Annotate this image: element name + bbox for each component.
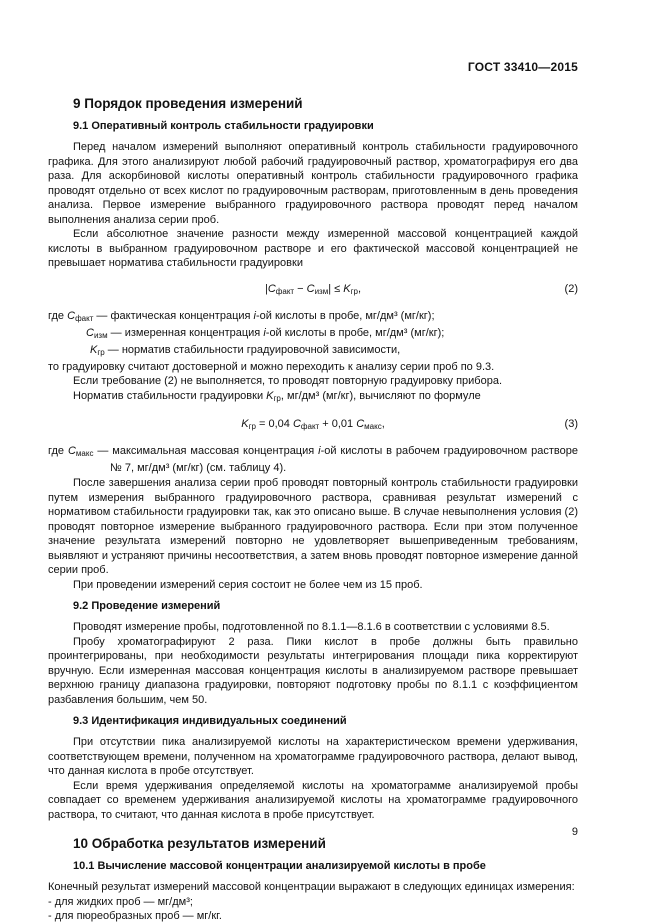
formula-3 (48, 416, 578, 435)
section-9-3-title: 9.3 Идентификация индивидуальных соединений (73, 715, 347, 727)
formula-3-number: (3) (564, 418, 578, 430)
paragraph-9-1-5: Норматив стабильности градуировки Kгр, мг/дм³ (мг/кг), вычисляют по формуле (73, 389, 481, 403)
paragraph-9-3-1: При отсутствии пика анализируемой кислоты на характеристическом времени удерживания, соответствующем времени, полученном на хроматограмме градуировочного раствора, делают вывод, что данная кислота в пробе отсутствует. (48, 736, 578, 777)
page-number: 9 (571, 826, 578, 838)
formula-2-expression: |Cфакт − Cизм| ≤ Kгр, (264, 282, 362, 296)
paragraph-9-1-4: Если требование (2) не выполняется, то проводят повторную градуировку прибора. (73, 375, 503, 387)
where-list-formula-2 (48, 309, 578, 360)
section-9-2-title: 9.2 Проведение измерений (73, 600, 221, 612)
definition-c-izm: Cизм — измеренная концентрация i-ой кислоты в пробе, мг/дм³ (мг/кг); (86, 326, 445, 340)
document-code-header: ГОСТ 33410—2015 (467, 60, 578, 74)
section-10-title: 10 Обработка результатов измерений (73, 836, 326, 851)
paragraph-10-1-1: Конечный результат измерений массовой концентрации выражают в следующих единицах измерения: (48, 881, 575, 893)
formula-2 (48, 281, 578, 300)
paragraph-9-1-3: то градуировку считают достоверной и можно переходить к анализу серии проб по 9.3. (48, 360, 495, 373)
definition-c-max: где Cмакс — максимальная массовая концентрация i-ой кислоты в рабочем градуировочном растворе № 7, мг/дм³ (мг/кг) (см. таблицу 4). (48, 445, 578, 474)
section-9-title: 9 Порядок проведения измерений (73, 96, 303, 111)
paragraph-9-1-2: Если абсолютное значение разности между измеренной массовой концентрацией каждой кислоты в выбранном градуировочном растворе и его фактической массовой концентрацией не превышает норматива стабильности градуировки (48, 228, 578, 269)
definition-k-gr: Kгр — норматив стабильности градуировочной зависимости, (90, 343, 401, 357)
formula-3-expression: Kгр = 0,04 Cфакт + 0,01 Cмакс, (241, 418, 385, 431)
paragraph-9-2-1: Проводят измерение пробы, подготовленной по 8.1.1—8.1.6 в соответствии с условиями 8.5. (73, 621, 550, 633)
paragraph-9-1-1: Перед началом измерений выполняют оперативный контроль стабильности градуировочного графика. Для этого анализируют любой рабочий градуировочный раствор, хроматографируя его два раза. Для аскорбиновой кислоты оперативный контроль стабильности градуировочного графика проводят отдельно от всех кислот по градуировочным растворам, приготовленным в день проведения анализа. Первое измерение выбранного градуировочного раствора проводят перед началом выполнения анализа серии проб. (48, 141, 578, 226)
list-item-puree-samples: - для пюреобразных проб — мг/кг. (48, 910, 222, 922)
definition-c-fact: где Cфакт — фактическая концентрация i-ой кислоты в пробе, мг/дм³ (мг/кг); (48, 309, 435, 323)
list-item-liquid-samples: - для жидких проб — мг/дм³; (48, 895, 193, 908)
paragraph-9-1-6: После завершения анализа серии проб проводят повторный контроль стабильности градуировки путем измерения выбранного градуировочного раствора, сравнивая результат измерений с нормативом стабильности градуировки так, как это описано выше. В случае невыполнения условия (2) проводят повторное измерение выбранного градуировочного раствора. Если при этом полученное значение результата измерений повторно не удовлетворяет вышеприведенным требованиям, выявляют и устраняют причины несоответствия, а затем вновь проводят повторное измерение данной серии проб. (48, 477, 578, 576)
section-10-1-title: 10.1 Вычисление массовой концентрации анализируемой кислоты в пробе (73, 860, 486, 872)
paragraph-9-3-2: Если время удерживания определяемой кислоты на хроматограмме анализируемой пробы совпадает со временем удерживания анализируемой кислоты на хроматограмме градуировочного раствора, то считают, что данная кислота в пробе присутствует. (48, 779, 578, 821)
section-9-1-title: 9.1 Оперативный контроль стабильности градуировки (73, 120, 374, 132)
formula-2-number: (2) (564, 282, 578, 295)
paragraph-9-2-2: Пробу хроматографируют 2 раза. Пики кислот в пробе должны быть правильно проинтегрированы, при необходимости результаты интегрирования площади пика корректируют вручную. Если измеренная массовая концентрация кислоты в анализируемом растворе превышает верхнюю границу диапазона градуировки, повторяют подготовку пробы по 8.1.1 с коэффициентом разбавления большим, чем 50. (48, 635, 578, 706)
paragraph-9-1-7: При проведении измерений серия состоит не более чем из 15 проб. (73, 578, 423, 591)
